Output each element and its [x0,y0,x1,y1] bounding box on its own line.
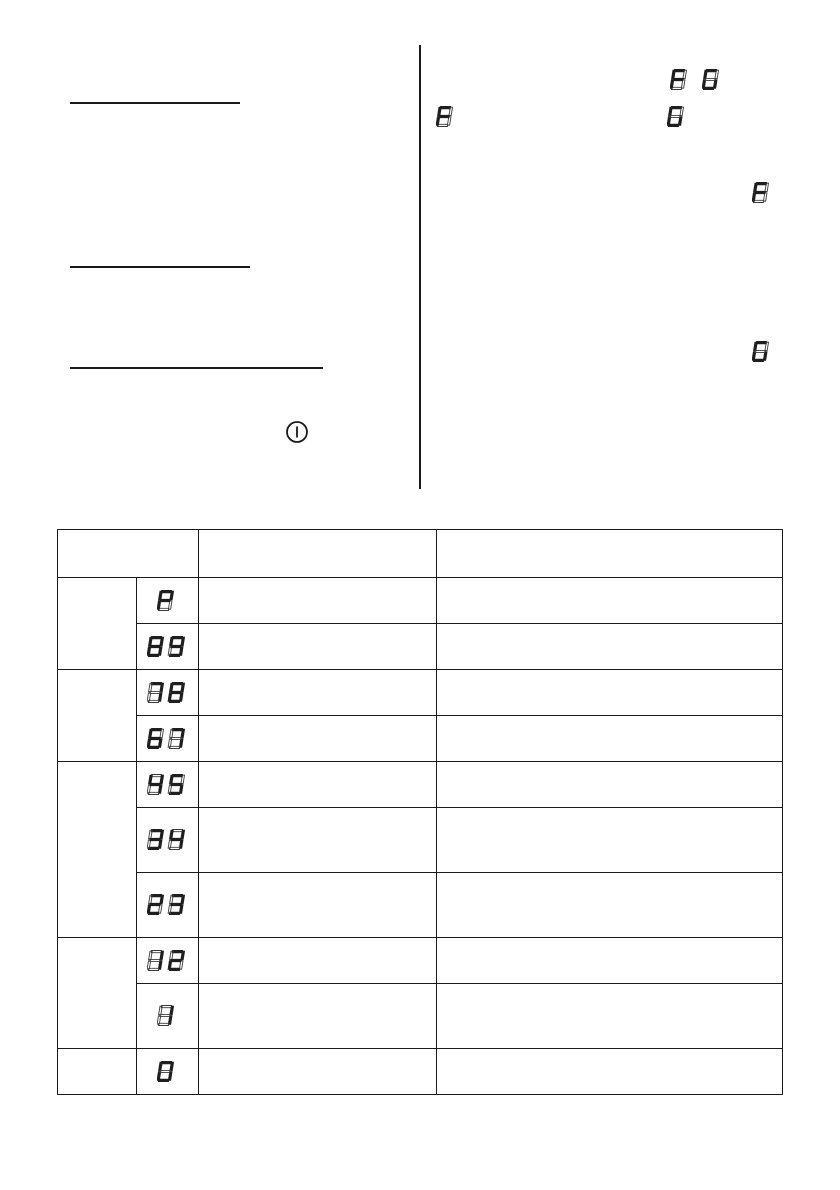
seven-segment-display [670,68,691,92]
column-divider [419,45,421,489]
table-row [58,578,783,624]
display-cell [137,624,199,670]
segment-display-f-line2 [436,105,457,134]
heading-underline-3 [70,367,323,369]
usage-cell [437,1049,783,1095]
display-cell [137,808,199,873]
segment-g [149,959,159,961]
segment-f [169,895,173,903]
segment-g [755,191,765,193]
segment-g [170,783,180,785]
segment-digit-4 [168,830,184,850]
segment-digit-2 [168,950,184,970]
table-row [58,984,783,1049]
segment-a [172,636,182,638]
segment-f [159,1006,163,1014]
description-cell [199,624,437,670]
segment-a [151,950,161,952]
segment-digit-g [752,342,768,362]
segment-g [170,838,180,840]
segment-a [756,342,766,344]
segment-f [148,637,152,645]
segment-f [169,637,173,645]
segment-d [169,746,179,748]
description-cell [199,670,437,716]
group-cell [58,762,137,938]
segment-f [148,683,152,691]
segment-f [704,70,708,78]
group-cell [58,938,137,1049]
segment-digit-8 [168,682,184,702]
segment-g [170,737,180,739]
segment-f [148,895,152,903]
segment-d [148,654,158,656]
description-cell [199,716,437,762]
segment-g [673,78,683,80]
segment-digit-2 [147,895,163,915]
segment-a [172,774,182,776]
segment-f [148,775,152,783]
segment-a [671,107,681,109]
seven-segment-display [436,105,457,129]
segment-digit-0 [157,1061,173,1081]
segment-f [148,729,152,737]
segment-f [754,183,758,191]
segment-g [149,783,159,785]
segment-d [148,792,158,794]
segment-a [151,895,161,897]
segment-digit-f [670,70,686,90]
segment-d [437,124,447,126]
table-header-row [58,530,783,578]
description-cell [199,578,437,624]
segment-a [440,107,450,109]
segment-g [160,599,170,601]
description-cell [199,984,437,1049]
usage-cell [437,624,783,670]
segment-f [159,1062,163,1070]
segment-f [148,951,152,959]
segment-a [151,636,161,638]
table-row [58,762,783,808]
segment-d [671,87,681,89]
usage-cell [437,670,783,716]
segment-f [754,342,758,350]
segment-g [670,115,680,117]
power-icon [285,420,309,444]
segment-digit-8 [147,636,163,656]
segment-f [169,683,173,691]
seven-segment-display [157,1060,178,1084]
segment-d [703,87,713,89]
segment-g [160,1070,170,1072]
segment-display-g-inline [702,68,723,97]
segment-f [669,107,673,115]
segment-g [439,115,449,117]
usage-cell [437,716,783,762]
segment-g [705,78,715,80]
table-row [58,938,783,984]
display-cell [137,873,199,938]
segment-g [149,691,159,693]
segment-a [756,183,766,185]
display-cell [137,938,199,984]
usage-cell [437,873,783,938]
segment-digit-1 [147,950,163,970]
segment-display-g-line2 [667,105,688,134]
group-cell [58,1049,137,1095]
seven-segment-display [147,635,189,659]
segment-f [169,830,173,838]
table-row [58,1049,783,1095]
segment-a [151,682,161,684]
segment-digit-5 [168,774,184,794]
usage-cell [437,762,783,808]
description-cell [199,762,437,808]
segment-display-g-para [752,340,773,369]
segment-digit-g [667,107,683,127]
segment-f [672,70,676,78]
segment-g [755,350,765,352]
seven-segment-display [157,589,178,613]
segment-display-f-inline [670,68,691,97]
segment-a [172,682,182,684]
seven-segment-display [157,1004,178,1028]
segment-digit-3 [168,895,184,915]
power-level-table [57,529,783,1095]
segment-a [151,830,161,832]
usage-cell [437,808,783,873]
display-cell [137,762,199,808]
seven-segment-display [147,727,189,751]
segment-digit-3 [147,830,163,850]
segment-d [169,654,179,656]
seven-segment-display [147,828,189,852]
segment-a [674,70,684,72]
table-row [58,670,783,716]
segment-d [148,912,158,914]
display-cell [137,670,199,716]
usage-cell [437,938,783,984]
segment-d [158,1023,168,1025]
usage-cell [437,578,783,624]
header-cell-usage [437,530,783,578]
segment-d [668,124,678,126]
segment-d [148,968,158,970]
description-cell [199,808,437,873]
segment-g [170,959,180,961]
segment-g [149,838,159,840]
segment-g [170,691,180,693]
seven-segment-display [147,949,189,973]
segment-f [159,591,163,599]
seven-segment-display [702,68,723,92]
segment-a [172,830,182,832]
group-cell [58,578,137,670]
segment-d [169,912,179,914]
segment-d [753,200,763,202]
segment-d [169,968,179,970]
table-row [58,624,783,670]
segment-f [169,775,173,783]
display-cell [137,984,199,1049]
segment-d [169,792,179,794]
segment-g [160,1014,170,1016]
segment-display-f-para [752,181,773,210]
segment-a [172,895,182,897]
segment-d [169,700,179,702]
seven-segment-display [147,773,189,797]
segment-digit-7 [168,728,184,748]
segment-a [172,728,182,730]
segment-g [170,645,180,647]
segment-a [172,950,182,952]
segment-g [149,737,159,739]
segment-g [149,645,159,647]
segment-a [161,1061,171,1063]
segment-a [161,1006,171,1008]
seven-segment-display [752,340,773,364]
display-cell [137,1049,199,1095]
segment-d [148,700,158,702]
segment-g [149,903,159,905]
heading-underline-2 [70,266,250,268]
segment-d [169,847,179,849]
segment-digit-f [436,107,452,127]
group-cell [58,670,137,762]
segment-g [170,903,180,905]
seven-segment-display [147,681,189,705]
display-cell [137,578,199,624]
segment-f [438,107,442,115]
description-cell [199,873,437,938]
segment-f [169,951,173,959]
segment-a [706,70,716,72]
segment-f [169,729,173,737]
segment-digit-g [702,70,718,90]
segment-d [158,1079,168,1081]
segment-digit-4 [147,774,163,794]
segment-digit-p [157,590,173,610]
segment-digit-9 [168,636,184,656]
segment-d [148,746,158,748]
table-row [58,716,783,762]
segment-a [161,590,171,592]
table-row [58,873,783,938]
segment-digit-1 [157,1006,173,1026]
header-cell-level [58,530,199,578]
heading-underline-1 [70,102,240,104]
segment-d [148,847,158,849]
segment-d [753,359,763,361]
segment-digit-6 [147,728,163,748]
segment-digit-f [752,183,768,203]
display-cell [137,716,199,762]
header-cell-description [199,530,437,578]
segment-digit-7 [147,682,163,702]
segment-a [151,728,161,730]
seven-segment-display [752,181,773,205]
seven-segment-display [147,893,189,917]
description-cell [199,938,437,984]
usage-cell [437,984,783,1049]
seven-segment-display [667,105,688,129]
segment-a [151,774,161,776]
segment-f [148,830,152,838]
segment-d [158,608,168,610]
table-row [58,808,783,873]
description-cell [199,1049,437,1095]
